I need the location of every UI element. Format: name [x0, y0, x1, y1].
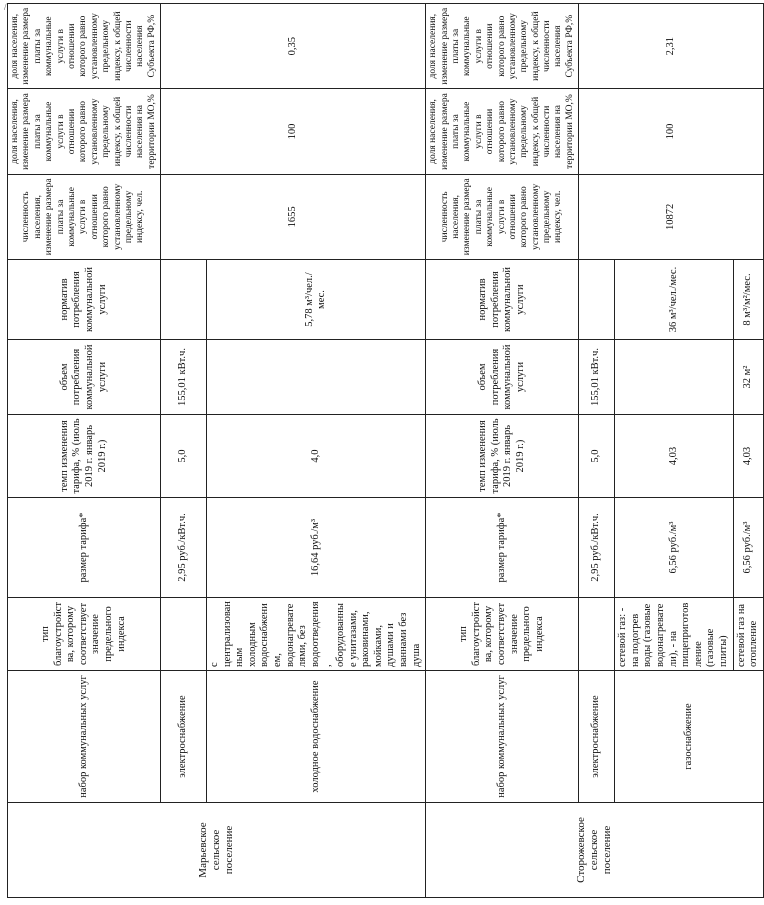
header-norm: норматив потребления коммунальной услуги [426, 260, 579, 340]
service-name: газоснабжение [615, 671, 764, 803]
header-share-rf: доля населения, изменение размера платы за коммунальные услуги в отношении которого равно установленному предельному индексу, к общей численности населения Субъекта РФ,% [8, 4, 161, 89]
service-tariff: 6,56 руб./м³ [733, 498, 763, 598]
service-tariff: 6,56 руб./м³ [615, 498, 733, 598]
header-tariff: размер тарифа* [8, 498, 161, 598]
share-mo-value: 100 [579, 89, 764, 174]
service-tariff: 2,95 руб./кВт.ч. [579, 498, 615, 598]
block1-header-row [8, 4, 161, 898]
service-volume [207, 340, 426, 415]
rotated-table-container [7, 3, 760, 898]
service-norm: 8 м³/м²/мес. [733, 260, 763, 340]
block1-service-row [161, 4, 207, 898]
service-type: сетевой газ на отопление [733, 598, 763, 671]
settlement-cell: Марьевское сельское поселение [8, 803, 426, 898]
service-type [579, 598, 615, 671]
scan-mark: / [4, 2, 7, 12]
tariff-table [7, 3, 764, 898]
service-rate: 5,0 [161, 415, 207, 498]
service-name: электроснабжение [161, 671, 207, 803]
header-pop: численность населения, изменение размера платы за коммунальные услуги в отношении которого равно установленному предельному индексу, чел. [8, 174, 161, 259]
service-volume: 155,01 кВт.ч. [161, 340, 207, 415]
service-name: холодное водоснабжение [207, 671, 426, 803]
header-set: набор коммунальных услуг [8, 671, 161, 803]
service-rate: 4,03 [615, 415, 733, 498]
header-set: набор коммунальных услуг [426, 671, 579, 803]
service-type [161, 598, 207, 671]
service-norm: 5,78 м³/чел./мес. [207, 260, 426, 340]
header-rate: темп изменения тарифа, % (июль 2019 г. январь 2019 г.) [426, 415, 579, 498]
share-mo-value: 100 [161, 89, 426, 174]
settlement-cell: Сторожевское сельское поселение [426, 803, 764, 898]
service-volume: 155,01 кВт.ч. [579, 340, 615, 415]
population-value: 10872 [579, 174, 764, 259]
header-tariff: размер тарифа* [426, 498, 579, 598]
service-rate: 4,0 [207, 415, 426, 498]
service-rate: 4,03 [733, 415, 763, 498]
header-share-mo: доля населения, изменение размера платы за коммунальные услуги в отношении которого равно установленному предельному индексу, к общей численности населения на территории МО,% [426, 89, 579, 174]
header-norm: норматив потребления коммунальной услуги [8, 260, 161, 340]
service-name: электроснабжение [579, 671, 615, 803]
share-rf-value: 2,31 [579, 4, 764, 89]
header-rate: темп изменения тарифа, % (июль 2019 г. январь 2019 г.) [8, 415, 161, 498]
block2-service-row [579, 4, 615, 898]
header-type: тип благоустройства, которому соответствует значение предельного индекса [8, 598, 161, 671]
service-volume [615, 340, 733, 415]
population-value: 1655 [161, 174, 426, 259]
block2-header-row [426, 4, 579, 898]
service-rate: 5,0 [579, 415, 615, 498]
header-share-rf: доля населения, изменение размера платы за коммунальные услуги в отношении которого равно установленному предельному индексу, к общей численности населения Субъекта РФ,% [426, 4, 579, 89]
service-norm [161, 260, 207, 340]
header-volume: объем потребления коммунальной услуги [8, 340, 161, 415]
header-share-mo: доля населения, изменение размера платы за коммунальные услуги в отношении которого равно установленному предельному индексу, к общей численности населения на территории МО,% [8, 89, 161, 174]
service-tariff: 2,95 руб./кВт.ч. [161, 498, 207, 598]
service-norm [579, 260, 615, 340]
service-tariff: 16,64 руб./м³ [207, 498, 426, 598]
service-type: с централизованным холодным водоснабжением, водонагревателями, без водоотведения, оборудованные унитазами, раковинами, мойками, душами и ваннами без душа [207, 598, 426, 671]
header-pop: численность населения, изменение размера платы за коммунальные услуги в отношении которого равно установленному предельному индексу, чел. [426, 174, 579, 259]
header-volume: объем потребления коммунальной услуги [426, 340, 579, 415]
service-norm: 36 м³/чел./мес. [615, 260, 733, 340]
service-volume: 32 м² [733, 340, 763, 415]
service-type: сетевой газ: - на подогрев воды (газовые водонагреватели), - на пищеприготовление (газовые плиты) [615, 598, 733, 671]
share-rf-value: 0,35 [161, 4, 426, 89]
header-type: тип благоустройства, которому соответствует значение предельного индекса [426, 598, 579, 671]
